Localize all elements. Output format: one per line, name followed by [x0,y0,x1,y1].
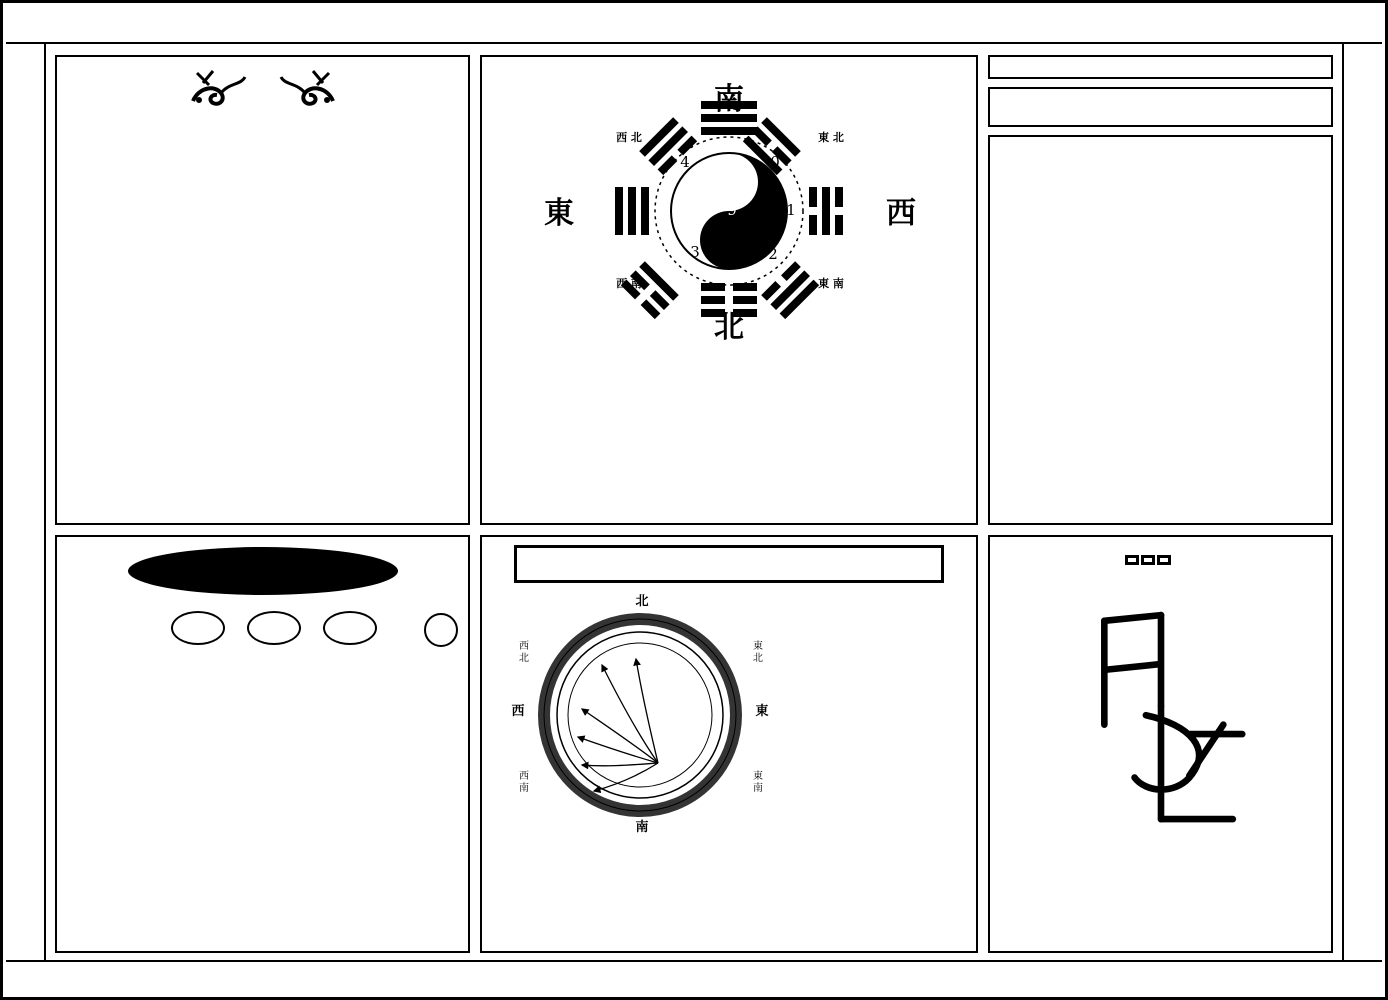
prediction-column [988,55,1333,525]
taiji-number: 4 [680,153,690,171]
border-band-right [1342,44,1382,960]
title-char [1157,555,1171,565]
xuankong-footer [990,855,1331,861]
taiji-panel [480,55,978,525]
prediction-title [990,57,1331,65]
xuankong-mystic-glyph [990,565,1331,855]
col-header-hot [1075,141,1160,143]
frequency-table [990,141,1331,143]
svg-text:東 北: 東 北 [818,131,844,144]
wheel-side-text [794,587,824,837]
title-char [1125,555,1139,565]
title-char [1181,558,1189,562]
col-header-cold [1161,141,1246,143]
svg-text:北: 北 [753,653,763,664]
svg-text:西: 西 [886,196,916,231]
col-header-pick [1246,141,1331,143]
snake-icon-2 [275,67,337,113]
wheel-footer-text [482,839,976,847]
xuankong-panel [988,535,1333,953]
title-char [1173,558,1181,562]
svg-text:東: 東 [755,704,769,719]
svg-text:西: 西 [511,704,525,719]
col-header-gate [990,141,1075,143]
svg-text:南: 南 [714,82,744,117]
svg-text:東 南: 東 南 [818,277,844,290]
lucky-row [990,99,1331,109]
svg-text:西: 西 [519,641,529,652]
svg-text:南: 南 [753,783,763,794]
svg-text:西: 西 [519,771,529,782]
zodiac-poem-panel [55,55,470,525]
provide-ball [247,611,301,645]
frequency-panel [988,135,1333,525]
svg-text:東: 東 [753,641,763,652]
svg-text:西 北: 西 北 [616,131,642,144]
provide-row [57,603,468,645]
taiji-diagram [482,75,976,345]
svg-text:北: 北 [519,653,529,664]
taiji-body-text [482,345,976,359]
svg-text:2: 2 [768,245,778,263]
xuankong-title [990,555,1331,565]
svg-text:0: 0 [770,153,780,171]
today-special-title [128,547,398,595]
lucky-row [990,109,1331,119]
border-band-left [6,44,46,960]
lucky-wheel-title [514,545,944,583]
bonus-number [424,613,458,647]
bonus-send-block [424,607,458,647]
title-char [1141,555,1155,565]
svg-text:東: 東 [544,196,574,231]
svg-text:北: 北 [714,310,744,345]
today-special-panel [55,535,470,953]
border-band-top [6,6,1382,44]
poem-lines [57,117,468,483]
provide-ball [171,611,225,645]
lucky-wheel-panel [480,535,978,953]
title-char [1189,558,1197,562]
svg-text:東: 東 [753,771,763,782]
provide-ball [323,611,377,645]
lucky-wheel-diagram [490,587,790,837]
snake-icon [189,67,251,113]
table-header-row [990,141,1331,143]
svg-text:西 南: 西 南 [616,277,642,290]
svg-text:南: 南 [635,820,649,835]
taiji-title [482,57,976,73]
lucky-row [990,89,1331,99]
disclaimer-text [49,962,1339,992]
svg-text:3: 3 [690,243,700,261]
svg-text:南: 南 [519,783,529,794]
prediction-balls [990,65,1331,77]
prediction-panel [988,55,1333,79]
poem-title-row [57,57,468,117]
svg-text:9: 9 [727,201,737,219]
svg-text:北: 北 [635,594,649,609]
verse-block [990,119,1331,125]
svg-text:1: 1 [786,201,796,219]
lucky-panel [988,87,1333,127]
